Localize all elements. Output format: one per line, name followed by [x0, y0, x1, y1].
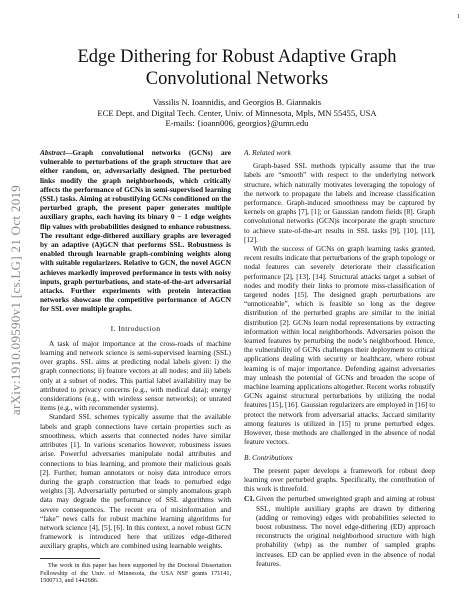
contribution-text: Given the perturbed unweighted graph and aiming at robust SSL, multiple auxiliary graphs are drawn by dithering (adding or removing) edges with probabilities selected to boost robustness. The novel edge-dithering (ED) approach reconstructs the original neighborhood structure with high probability (whp) as the number of sampled graphs increases. ED can be applied even in the absence of nodal features.: [256, 494, 435, 568]
contributions-intro: The present paper develops a framework for robust deep learning over perturbed graphs. Specifically, the contribution of this work is threefold.: [244, 465, 435, 494]
abstract: [40, 148, 231, 314]
arxiv-stamp-text: arXiv:1910.09590v1 [cs.LG] 21 Oct 2019: [8, 184, 23, 416]
left-column: [40, 148, 231, 551]
intro-paragraph-1: A task of major importance at the cross-roads of machine learning and network science is semi-supervised learning (SSL) over graphs. SSL aims at predicting nodal labels given: i) the graph connections; ii) feature vectors at all nodes; and iii) labels only at a subset of nodes. This partial label availability may be attributed to privacy concerns (e.g., with medical data); energy considerations (e.g., with wireless sensor networks); or unrated items (e.g., with recommender systems).: [40, 338, 231, 413]
contribution-label: C1.: [244, 494, 255, 504]
right-column: [244, 148, 435, 568]
related-work-paragraph-1: Graph-based SSL methods typically assume that the true labels are “smooth” with respect to the underlying network structure, which naturally motivates leveraging the topology of the network to propagate the labels and increase classification performance. Graph-induced smoothness may be captured by kernels on graphs [7], [1]; or Gaussian random fields [8]. Graph convolutional networks (GCN)s incorporate the graph structure to achieve state-of-the-art results in SSL tasks [9], [10], [11], [12].: [244, 161, 435, 244]
author-affiliation: ECE Dept. and Digital Tech. Center, Univ. of Minnesota, Mpls, MN 55455, USA: [97, 107, 377, 118]
footnote-text: The work in this paper has been supported by the Doctoral Dissertation Fellowship of the Univ. of Minnesota, the USA NSF grants 171141, 1500713, and 1442686.: [40, 562, 231, 585]
intro-paragraph-2: Standard SSL schemes typically assume that the available labels and graph connections have certain properties such as smoothness, which asserts that connected nodes have similar attributes [1]. In various scenarios however, robustness issues arise. Powerful adversaries manipulate nodal attributes and connections to bias learning, and promote their malicious goals [2]. Further, human annotators or noisy data introduce errors during the graph construction that leads to perturbed edge weights [3]. Adversarially perturbed or simply anomalous graph data may degrade the performance of SSL algorithms with severe consequences. The recent era of misinformation and “fake” news calls for robust machine learning algorithms for network science [4], [5], [6]. In this context, a novel robust GCN framework is introduced here that utilizes edge-dithered auxiliary graphs, which are combined using learnable weights.: [40, 412, 231, 551]
intro-heading: I. Introduction: [110, 323, 161, 333]
paper-title: Edge Dithering for Robust Adaptive Graph Convolutional Networks: [77, 47, 397, 89]
related-work-paragraph-2: With the success of GCNs on graph learning tasks granted, recent results indicate that perturbations of the graph topology or nodal features can severely deteriorate their classification performance [2], [13], [14]. Structural attacks target a subset of nodes and modify their links to promote miss-classification of targeted nodes [15]. The designed graph perturbations are “unnoticeable”, which is feasible so long as the degree distribution of the perturbed graphs are similar to the initial distribution [2]. GCNs learn nodal representations by extracting information within local neighborhoods. Adversaries poison the learned features by perturbing the node’s neighborhood. Hence, the vulnerability of GCNs challenges their deployment to critical applications dealing with security or healthcare, where robust learning is of major importance. Defending against adversaries may unleash the potential of GCNs and broaden the scope of machine learning applications altogether. Recent works robustify GCNs against structural perturbations by utilizing the nodal features [15], [16]. Gaussian regularizers are employed in [16] to protect the network from adversarial attacks. Jaccard similarity among features is utilized in [15] to prune perturbed edges. However, these methods are challenged in the absence of nodal feature vectors.: [244, 244, 435, 447]
author-emails: E-mails: {ioann006, georgios}@umn.edu: [165, 118, 309, 128]
author-block: [40, 97, 434, 129]
abstract-label: Abstract: [40, 148, 66, 157]
footnote-rule: [40, 558, 100, 559]
footnote: [40, 558, 231, 585]
related-work-heading: A. Related work: [244, 148, 291, 157]
abstract-text: —Graph convolutional networks (GCNs) are vulnerable to perturbations of the graph structure that are either random, or, adversarially designed. The perturbed links modify the graph neighborhoods, which critically affects the performance of GCNs in semi-supervised learning (SSL) tasks. Aiming at robustifying GCNs conditioned on the perturbed graph, the present paper generates multiple auxiliary graphs, each having its binary 0 − 1 edge weights flip values with probabilities designed to enhance robustness. The resultant edge-dithered auxiliary graphs are leveraged by an adaptive (A)GCN that performs SSL. Robustness is enabled through learnable graph-combining weights along with suitable regularizers. Relative to GCN, the novel AGCN achieves markedly improved performance in tests with noisy inputs, graph perturbations, and state-of-the-art adversarial attacks. Further experiments with protein interaction networks showcase the competitive performance of AGCN for SSL over multiple graphs.: [40, 148, 231, 314]
author-names: Vassilis N. Ioannidis, and Georgios B. Giannakis: [152, 97, 322, 107]
page-number: 1: [457, 14, 460, 20]
contribution-item: [244, 494, 435, 568]
arxiv-stamp: [8, 150, 24, 450]
contributions-heading: B. Contributions: [244, 452, 293, 462]
